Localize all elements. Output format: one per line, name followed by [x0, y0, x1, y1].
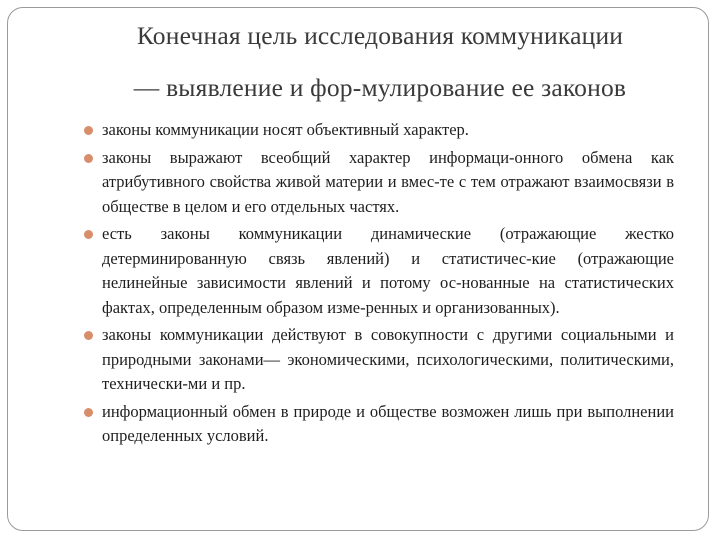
- list-item: [76, 323, 674, 397]
- bullet-dot-icon: [84, 154, 93, 163]
- slide-title: [60, 10, 700, 114]
- bullet-dot-icon: [84, 331, 93, 340]
- list-item-text: есть законы коммуникации динамические (отражающие жестко детерминированную связь явлений) и статистичес-кие (отражающие нелинейные зависимости явлений и потому ос-нованные на статистических фактах, определенным образом изме-ренных и организованных).: [102, 224, 674, 317]
- list-item-text: информационный обмен в природе и обществе возможен лишь при выполнении определенных условий.: [102, 401, 674, 445]
- bullet-dot-icon: [84, 230, 93, 239]
- list-item: [76, 222, 674, 320]
- title-line-1: Конечная цель исследования коммуникации: [136, 21, 624, 50]
- bullet-list: [76, 118, 674, 452]
- list-item: [76, 146, 674, 220]
- list-item-text: законы выражают всеобщий характер информаци-онного обмена как атрибутивного свойства живой материи и вмес-те с тем отражают взаимосвязи в обществе в целом и его отдельных частях.: [102, 147, 674, 216]
- list-item-text: законы коммуникации действуют в совокупности с другими социальными и природными законами— экономическими, психологическими, политическими, технически-ми и пр.: [102, 325, 674, 393]
- bullet-dot-icon: [84, 126, 93, 135]
- list-item: [76, 400, 674, 449]
- bullet-dot-icon: [84, 408, 93, 417]
- list-item-text: законы коммуникации носят объективный характер.: [102, 120, 469, 139]
- list-item: [76, 118, 674, 143]
- title-line-2: — выявление и фор-мулирование ее законов: [133, 73, 627, 102]
